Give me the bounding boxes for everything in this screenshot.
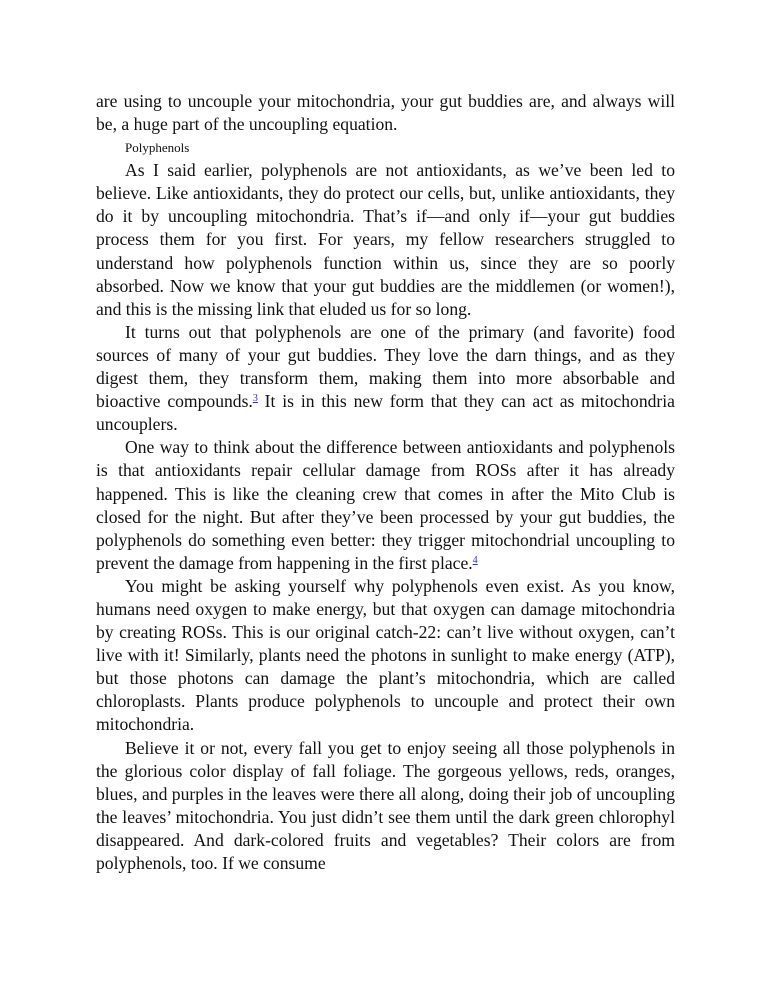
paragraph-1: As I said earlier, polyphenols are not antioxidants, as we’ve been led to believe. Like antioxidants, they do protect our cells, but, unlike antioxidants, they do it by uncoupling mitochondria. That’s if—and only if—your gut buddies process them for you first. For years, my fellow researchers struggled to understand how polyphenols function within us, since they are so poorly absorbed. Now we know that your gut buddies are the middlemen (or women!), and this is the missing link that eluded us for so long. xyxy=(96,160,675,319)
paragraph-4: You might be asking yourself why polyphenols even exist. As you know, humans need oxygen to make energy, but that oxygen can damage mitochondria by creating ROSs. This is our original catch-22: can’t live without oxygen, can’t live with it! Similarly, plants need the photons in sunlight to make energy (ATP), but those photons can damage the plant’s mitochondria, which are called chloroplasts. Plants produce polyphenols to uncouple and protect their own mitochondria. xyxy=(96,575,675,735)
paragraph-2 xyxy=(96,321,675,436)
footnote-link-4[interactable]: 4 xyxy=(472,554,478,566)
section-heading: Polyphenols xyxy=(125,140,190,156)
book-page xyxy=(96,90,675,875)
paragraph-3 xyxy=(96,436,675,575)
footnote-link-3[interactable]: 3 xyxy=(252,393,258,405)
intro-paragraph: are using to uncouple your mitochondria, your gut buddies are, and always will be, a huge part of the uncoupling equation. xyxy=(96,91,675,135)
paragraph-5: Believe it or not, every fall you get to enjoy seeing all those polyphenols in the glorious color display of fall foliage. The gorgeous yellows, reds, oranges, blues, and purples in the leaves were there all along, doing their job of uncoupling the leaves’ mitochondria. You just didn’t see them until the dark green chlorophyl disappeared. And dark-colored fruits and vegetables? Their colors are from polyphenols, too. If we consume xyxy=(96,737,675,873)
paragraph-3-text: One way to think about the difference between antioxidants and polyphenols is that antioxidants repair cellular damage from ROSs after it has already happened. This is like the cleaning crew that comes in after the Mito Club is closed for the night. But after they’ve been processed by your gut buddies, the polyphenols do something even better: they trigger mitochondrial uncoupling to prevent the damage from happening in the first place. xyxy=(96,437,675,573)
paragraph-2-text-continued: It is in this new form that they can act as mitochondria uncouplers. xyxy=(96,391,675,435)
footnote-ref-4[interactable] xyxy=(473,555,478,566)
paragraph-2-text: It turns out that polyphenols are one of the primary (and favorite) food sources of many of your gut buddies. They love the darn things, and as they digest them, they transform them, making them into more absorbable and bioactive compounds. xyxy=(96,321,675,412)
